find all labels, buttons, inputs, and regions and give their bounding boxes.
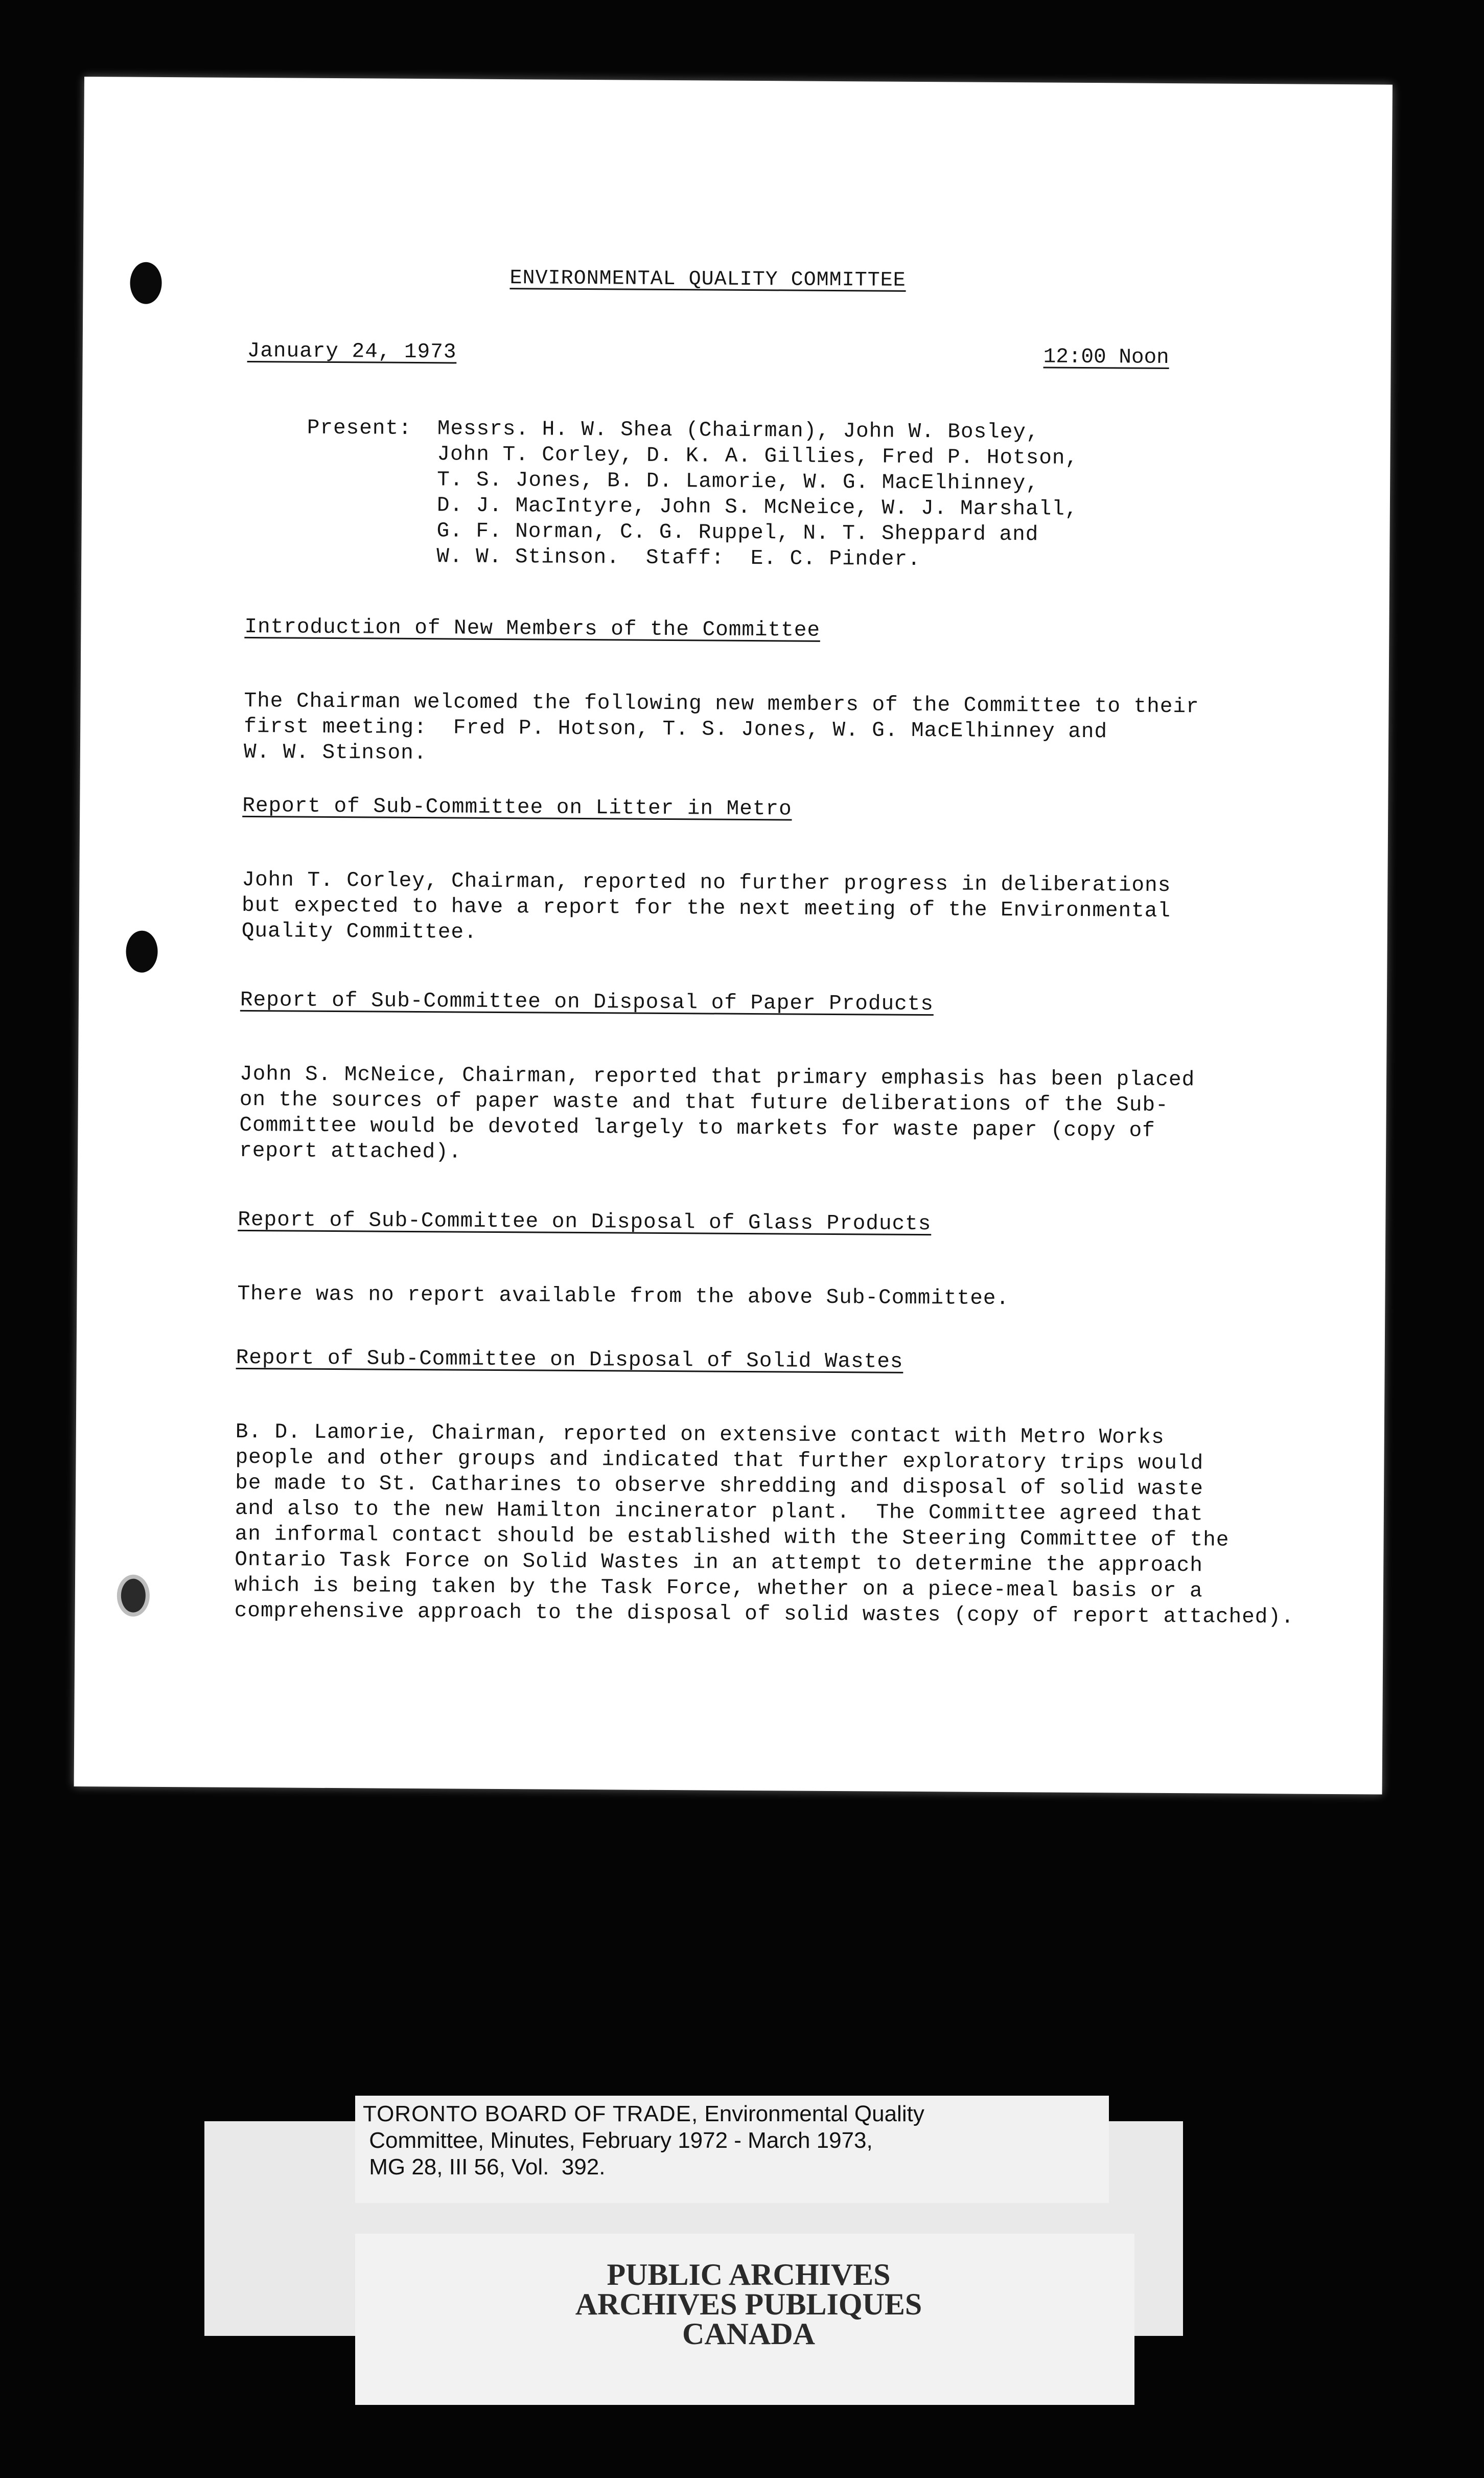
body-line: which is being taken by the Task Force, whether on a piece-meal basis or a: [234, 1573, 1203, 1603]
archive-stamp-line: ARCHIVES PUBLIQUES: [575, 2287, 922, 2321]
body-line: B. D. Lamorie, Chairman, reported on extensive contact with Metro Works: [235, 1420, 1165, 1450]
body-line: report attached).: [239, 1139, 462, 1164]
body-line: W. W. Stinson.: [243, 740, 427, 766]
archive-label-text: [363, 2101, 924, 2181]
section-heading: Report of Sub-Committee on Disposal of Glass Products: [238, 1208, 932, 1236]
body-line: comprehensive approach to the disposal of solid wastes (copy of report attached).: [234, 1599, 1294, 1630]
attendee-line: D. J. MacIntyre, John S. McNeice, W. J. Marshall,: [436, 494, 1078, 521]
attendee-line: G. F. Norman, C. G. Ruppel, N. T. Sheppard and: [436, 519, 1039, 547]
section-body: [235, 1419, 1295, 1631]
body-line: and also to the new Hamilton incinerator plant. The Committee agreed that: [235, 1497, 1203, 1527]
attendee-line: John T. Corley, D. K. A. Gillies, Fred P. Hotson,: [437, 443, 1079, 470]
body-line: Committee would be devoted largely to markets for waste paper (copy of: [239, 1113, 1155, 1143]
body-line: first meeting: Fred P. Hotson, T. S. Jones, W. G. MacElhinney and: [244, 715, 1108, 744]
body-line: be made to St. Catharines to observe shredding and disposal of solid waste: [235, 1471, 1204, 1501]
meeting-time: 12:00 Noon: [1043, 345, 1169, 370]
attendee-line: W. W. Stinson. Staff: E. C. Pinder.: [436, 545, 921, 572]
archive-org-name: TORONTO BOARD OF TRADE,: [363, 2101, 699, 2126]
attendee-list: [436, 416, 1078, 573]
meeting-date: January 24, 1973: [247, 339, 457, 364]
document-title: ENVIRONMENTAL QUALITY COMMITTEE: [509, 267, 906, 292]
body-line: The Chairman welcomed the following new members of the Committee to their: [244, 689, 1199, 719]
section-body: [242, 867, 1171, 950]
section-heading: Report of Sub-Committee on Disposal of Paper Products: [240, 988, 934, 1017]
present-label: Present:: [307, 416, 412, 441]
archive-stamp-line: CANADA: [682, 2317, 815, 2351]
body-line: an informal contact should be established with the Steering Committee of the: [235, 1522, 1230, 1552]
punch-hole: [126, 931, 157, 973]
attendee-line: Messrs. H. W. Shea (Chairman), John W. Bosley,: [437, 417, 1039, 445]
body-line: There was no report available from the above Sub-Committee.: [237, 1282, 1010, 1311]
section-body: [244, 689, 1199, 771]
body-line: John T. Corley, Chairman, reported no further progress in deliberations: [242, 868, 1171, 898]
punch-hole: [130, 262, 161, 304]
punch-hole: [117, 1574, 150, 1616]
archive-description: Committee, Minutes, February 1972 - March 1973,: [363, 2128, 873, 2153]
body-line: but expected to have a report for the next meeting of the Environmental: [241, 893, 1171, 924]
body-line: people and other groups and indicated that further exploratory trips would: [235, 1446, 1204, 1476]
section-heading: Report of Sub-Committee on Disposal of Solid Wastes: [236, 1346, 903, 1374]
archive-fonds: Environmental Quality: [698, 2101, 924, 2126]
body-line: Quality Committee.: [241, 919, 477, 945]
section-body: [239, 1062, 1195, 1169]
body-line: on the sources of paper waste and that future deliberations of the Sub-: [239, 1088, 1169, 1117]
attendee-line: T. S. Jones, B. D. Lamorie, W. G. MacElhinney,: [437, 468, 1039, 496]
archive-reference: MG 28, III 56, Vol. 392.: [363, 2154, 606, 2179]
body-line: Ontario Task Force on Solid Wastes in an attempt to determine the approach: [235, 1548, 1203, 1578]
section-heading: Report of Sub-Committee on Litter in Metro: [242, 794, 792, 821]
section-body: [237, 1281, 1009, 1312]
section-heading: Introduction of New Members of the Committee: [244, 615, 821, 643]
archive-stamp-line: PUBLIC ARCHIVES: [607, 2258, 891, 2291]
document-page: [74, 77, 1393, 1795]
body-line: John S. McNeice, Chairman, reported that primary emphasis has been placed: [239, 1062, 1195, 1092]
